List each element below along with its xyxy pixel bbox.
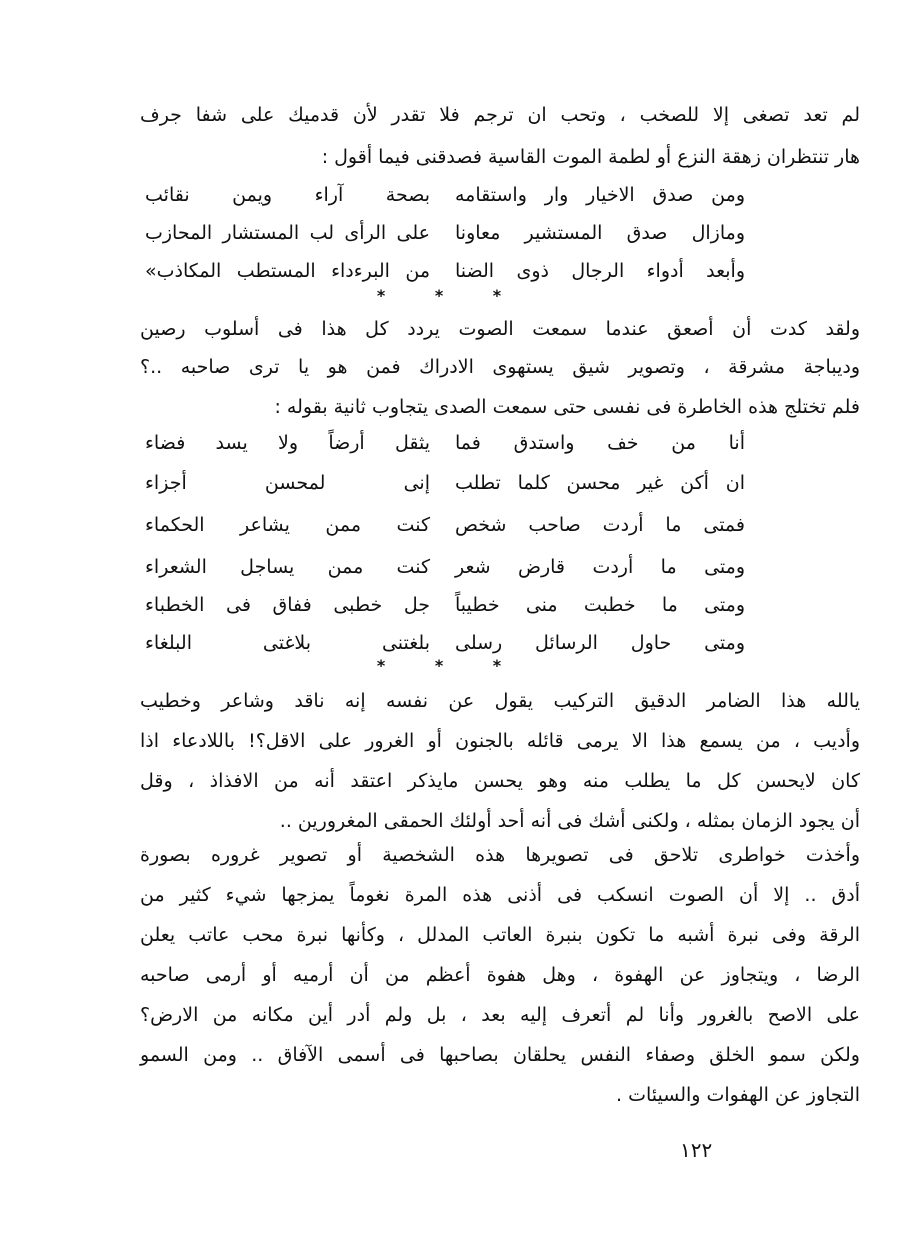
poem-2-verse-3-first: فمتى ما أردت صاحب شخص <box>455 514 745 536</box>
poem-1-verse-3-first: وأبعد أدواء الرجال ذوى الضنا <box>455 260 745 282</box>
poem-1-verse-1-first: ومن صدق الاخيار وار واستقامه <box>455 184 745 206</box>
poem-1-verse-1-second: بصحة آراء ويمن نقائب <box>145 184 430 206</box>
intro-line-2: هار تنتظران زهقة النزع أو لطمة الموت القاسية فصدقنى فيما أقول : <box>321 146 860 168</box>
poem-2-verse-5-first: ومتى ما خطبت منى خطيباً <box>455 594 745 616</box>
poem-1-verse-2-second: على الرأى لب المستشار المحازب <box>145 222 430 244</box>
poem-2-verse-6-first: ومتى حاول الرسائل رسلى <box>455 632 745 654</box>
poem-2-verse-3-second: كنت ممن يشاعر الحكماء <box>145 514 430 536</box>
poem-2-verse-4-second: كنت ممن يساجل الشعراء <box>145 556 430 578</box>
closing-line-5: وأخذت خواطرى تلاحق فى تصويرها هذه الشخصية أو تصوير غروره بصورة <box>140 844 860 866</box>
closing-line-7: الرقة وفى نبرة أشبه ما تكون بنبرة العاتب المدلل ، وكأنها نبرة محب عاتب يعلن <box>140 924 860 946</box>
middle-line-1: ولقد كدت أن أصعق عندما سمعت الصوت يردد كل هذا فى أسلوب رصين <box>140 318 860 340</box>
intro-line-1: لم تعد تصغى إلا للصخب ، وتحب ان ترجم فلا تقدر لأن قدميك على شفا جرف <box>140 104 860 126</box>
closing-line-3: كان لايحسن كل ما يطلب منه وهو يحسن مايذكر اعتقد أنه من الافذاذ ، وقل <box>140 770 860 792</box>
poem-1-verse-2-first: ومازال صدق المستشير معاونا <box>455 222 745 244</box>
closing-line-11: التجاوز عن الهفوات والسيئات . <box>616 1084 860 1106</box>
middle-line-2: وديباجة مشرقة ، وتصوير شيق يستهوى الادراك فمن هو يا ترى صاحبه ..؟ <box>140 356 860 378</box>
poem-2-verse-1-first: أنا من خف واستدق فما <box>455 432 745 454</box>
closing-line-2: وأديب ، من يسمع هذا الا يرمى قائله بالجنون أو الغرور على الاقل؟! باللادعاء اذا <box>140 730 860 752</box>
poem-2-verse-6-second: بلغتنى بلاغتى البلغاء <box>145 632 430 654</box>
poem-2-verse-5-second: جل خطبى ففاق فى الخطباء <box>145 594 430 616</box>
middle-line-3: فلم تختلج هذه الخاطرة فى نفسى حتى سمعت الصدى يتجاوب ثانية بقوله : <box>274 396 860 418</box>
poem-1-verse-3-second: من البرءداء المستطب المكاذب» <box>145 260 430 282</box>
poem-2-verse-2-first: ان أكن غير محسن كلما تطلب <box>455 472 745 494</box>
closing-line-10: ولكن سمو الخلق وصفاء النفس يحلقان بصاحبها فى أسمى الآفاق .. ومن السمو <box>140 1044 860 1066</box>
section-separator-1: * * * <box>376 286 524 305</box>
poem-2-verse-2-second: إنى لمحسن أجزاء <box>145 472 430 494</box>
closing-line-4: أن يجود الزمان بمثله ، ولكنى أشك فى أنه أحد أولئك الحمقى المغرورين .. <box>279 810 860 832</box>
poem-2-verse-4-first: ومتى ما أردت قارض شعر <box>455 556 745 578</box>
closing-line-6: أدق .. إلا أن الصوت انسكب فى أذنى هذه المرة نغوماً يمزجها شيء كثير من <box>140 884 860 906</box>
closing-line-1: يالله هذا الضامر الدقيق التركيب يقول عن نفسه إنه ناقد وشاعر وخطيب <box>140 690 860 712</box>
closing-line-9: على الاصح بالغرور وأنا لم أتعرف إليه بعد ، بل ولم أدر أين مكانه من الارض؟ <box>140 1004 860 1026</box>
poem-2-verse-1-second: يثقل أرضاً ولا يسد فضاء <box>145 432 430 454</box>
closing-line-8: الرضا ، ويتجاوز عن الهفوة ، وهل هفوة أعظم من أن أرميه أو أرمى صاحبه <box>140 964 860 986</box>
page-number: ١٢٢ <box>680 1138 713 1162</box>
section-separator-2: * * * <box>376 656 524 675</box>
